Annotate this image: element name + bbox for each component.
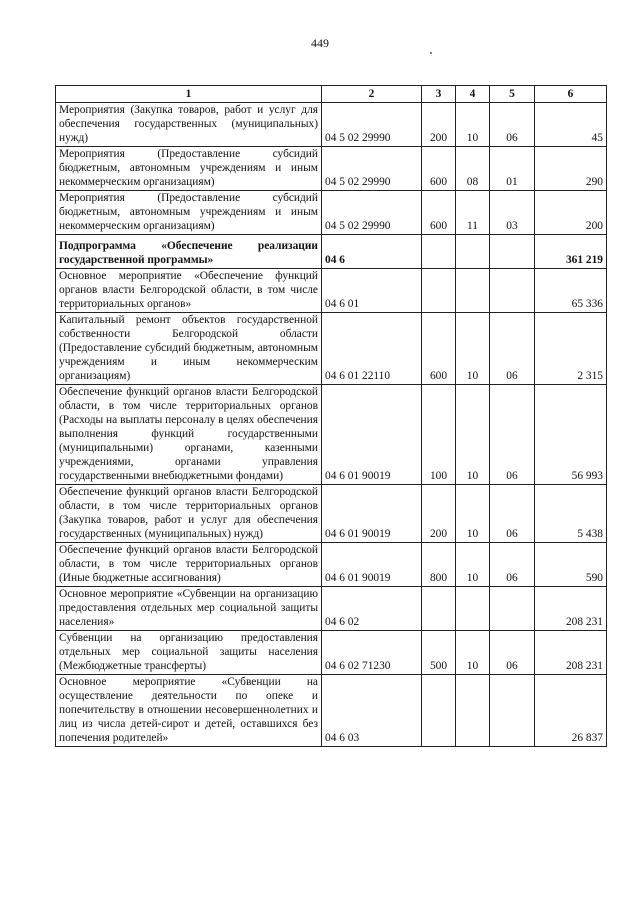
row-col-4 (456, 235, 490, 269)
row-col-4 (456, 675, 490, 747)
row-code: 04 6 01 (322, 269, 422, 313)
header-col-4: 4 (456, 86, 490, 103)
row-col-4: 10 (456, 631, 490, 675)
row-col-3 (422, 235, 456, 269)
row-name: Обеспечение функций органов власти Белгородской области, в том числе территориальных органов (Иные бюджетные ассигнования) (56, 543, 322, 587)
row-col-3: 100 (422, 385, 456, 485)
row-col-4: 10 (456, 543, 490, 587)
table-row (56, 103, 607, 147)
table-row (56, 313, 607, 385)
row-name: Обеспечение функций органов власти Белгородской области, в том числе территориальных органов (Расходы на выплаты персоналу в целях обеспечения выполнения функций государственными (муниципальными) органами, казенными учреждениями, органами управления государственными внебюджетными фондами) (56, 385, 322, 485)
header-col-3: 3 (422, 86, 456, 103)
row-name: Основное мероприятие «Обеспечение функций органов власти Белгородской области, в том числе территориальных органов» (56, 269, 322, 313)
row-col-5 (490, 235, 535, 269)
row-amount: 5 438 (535, 485, 607, 543)
row-col-4: 10 (456, 485, 490, 543)
row-col-3: 800 (422, 543, 456, 587)
row-name: Мероприятия (Предоставление субсидий бюджетным, автономным учреждениям и иным некоммерческим организациям) (56, 191, 322, 235)
row-col-3: 200 (422, 485, 456, 543)
table-header-row (56, 86, 607, 103)
table-row (56, 385, 607, 485)
row-code: 04 6 01 90019 (322, 543, 422, 587)
row-col-4 (456, 269, 490, 313)
header-col-1: 1 (56, 86, 322, 103)
row-amount: 56 993 (535, 385, 607, 485)
row-col-3 (422, 675, 456, 747)
table-row-subprogram (56, 235, 607, 269)
budget-table (55, 85, 607, 747)
row-col-5 (490, 587, 535, 631)
row-col-3: 600 (422, 147, 456, 191)
row-name: Капитальный ремонт объектов государственной собственности Белгородской области (Предоставление субсидий бюджетным, автономным учреждениям и иным некоммерческим организациям) (56, 313, 322, 385)
row-amount: 45 (535, 103, 607, 147)
row-amount: 590 (535, 543, 607, 587)
row-code: 04 6 01 90019 (322, 385, 422, 485)
row-amount: 200 (535, 191, 607, 235)
row-code: 04 6 03 (322, 675, 422, 747)
row-col-4: 11 (456, 191, 490, 235)
row-col-5: 06 (490, 631, 535, 675)
row-name: Основное мероприятие «Субвенции на организацию предоставления отдельных мер социальной защиты населения» (56, 587, 322, 631)
row-code: 04 6 01 90019 (322, 485, 422, 543)
table-row (56, 147, 607, 191)
row-col-5 (490, 269, 535, 313)
row-name: Мероприятия (Закупка товаров, работ и услуг для обеспечения государственных (муниципальных) нужд) (56, 103, 322, 147)
row-name: Обеспечение функций органов власти Белгородской области, в том числе территориальных органов (Закупка товаров, работ и услуг для обеспечения государственных (муниципальных) нужд) (56, 485, 322, 543)
row-amount: 290 (535, 147, 607, 191)
row-amount: 2 315 (535, 313, 607, 385)
table-row (56, 631, 607, 675)
table-row (56, 587, 607, 631)
row-amount: 208 231 (535, 631, 607, 675)
row-col-4: 10 (456, 385, 490, 485)
row-col-3: 600 (422, 191, 456, 235)
row-name: Мероприятия (Предоставление субсидий бюджетным, автономным учреждениям и иным некоммерческим организациям) (56, 147, 322, 191)
row-name: Субвенции на организацию предоставления отдельных мер социальной защиты населения (Межбюджетные трансферты) (56, 631, 322, 675)
table-row (56, 543, 607, 587)
row-code: 04 6 02 71230 (322, 631, 422, 675)
row-name: Подпрограмма «Обеспечение реализации государственной программы» (56, 235, 322, 269)
table-row (56, 191, 607, 235)
row-col-5: 01 (490, 147, 535, 191)
row-col-5: 03 (490, 191, 535, 235)
row-col-4: 08 (456, 147, 490, 191)
row-amount: 361 219 (535, 235, 607, 269)
row-col-5: 06 (490, 385, 535, 485)
row-col-5: 06 (490, 485, 535, 543)
row-col-3: 500 (422, 631, 456, 675)
row-amount: 26 837 (535, 675, 607, 747)
row-col-5: 06 (490, 543, 535, 587)
row-col-5: 06 (490, 313, 535, 385)
row-col-5 (490, 675, 535, 747)
header-col-5: 5 (490, 86, 535, 103)
page-number: 449 (311, 36, 329, 50)
row-col-3 (422, 587, 456, 631)
table-row (56, 675, 607, 747)
row-code: 04 6 02 (322, 587, 422, 631)
row-name: Основное мероприятие «Субвенции на осуществление деятельности по опеке и попечительству в отношении несовершеннолетних и лиц из числа детей-сирот и детей, оставшихся без попечения родителей» (56, 675, 322, 747)
scan-speck (430, 52, 432, 54)
row-amount: 208 231 (535, 587, 607, 631)
row-amount: 65 336 (535, 269, 607, 313)
row-code: 04 6 (322, 235, 422, 269)
table-row (56, 269, 607, 313)
row-col-3: 600 (422, 313, 456, 385)
row-code: 04 5 02 29990 (322, 191, 422, 235)
row-col-5: 06 (490, 103, 535, 147)
row-code: 04 5 02 29990 (322, 147, 422, 191)
row-code: 04 6 01 22110 (322, 313, 422, 385)
row-code: 04 5 02 29990 (322, 103, 422, 147)
header-col-6: 6 (535, 86, 607, 103)
header-col-2: 2 (322, 86, 422, 103)
row-col-3: 200 (422, 103, 456, 147)
row-col-4: 10 (456, 313, 490, 385)
table-row (56, 485, 607, 543)
row-col-3 (422, 269, 456, 313)
row-col-4: 10 (456, 103, 490, 147)
row-col-4 (456, 587, 490, 631)
